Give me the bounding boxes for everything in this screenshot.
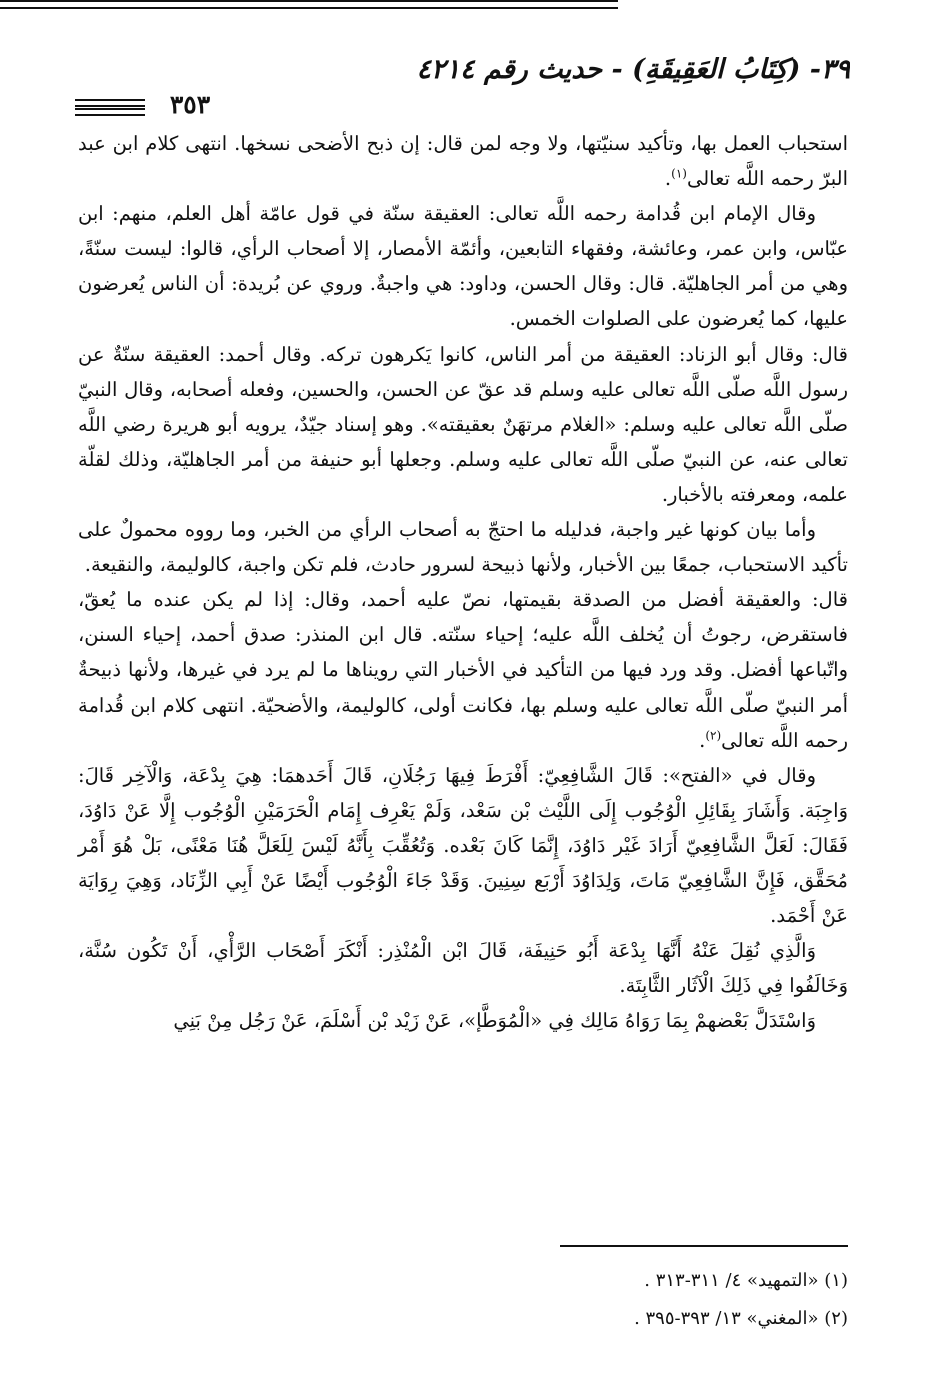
footnotes [78, 1262, 848, 1338]
paragraph: وقال الإمام ابن قُدامة رحمه اللَّه تعالى: العقيقة سنّة في قول عامّة أهل العلم، منهم: ابن عبّاس، وابن عمر، وعائشة، وفقهاء التابعين، وأئمّة الأمصار، إلا أصحاب الرأي، قالوا: ليست سنّةً، وهي من أمر الجاهليّة. قال: وقال الحسن، وداود: هي واجبةٌ. وروي عن بُريدة: أن الناس يُعرضون عليها، كما يُعرضون على الصلوات الخمس. [78, 202, 848, 331]
paragraph: وَاسْتَدَلَّ بَعْضهمْ بِمَا رَوَاهُ مَالِك فِي «الْمُوَطَّإ»، عَنْ زَيْد بْن أَسْلَمَ، عَنْ رَجُل مِنْ بَنِي [173, 1009, 816, 1033]
paragraph: وقال في «الفتح»: قَالَ الشَّافِعِيّ: أَفْرَطَ فِيهَا رَجُلَانِ، قَالَ أَحَدهمَا: هِيَ بِدْعَة، وَالْآخِر قَالَ: وَاجِبَة. وَأَشَارَ بِقَائِلِ الْوُجُوب إِلَى اللَّيْث بْن سَعْد، وَلَمْ يَعْرِف إِمَام الْحَرَمَيْنِ الْوُجُوب إِلَّا عَنْ دَاوُدَ، فَقَالَ: لَعَلَّ الشَّافِعِيّ أَرَادَ غَيْر دَاوُدَ، إِنَّمَا كَانَ بَعْده. وَتُعُقِّبَ بِأَنَّهُ لَيْسَ لِلَعَلَّ هُنَا مَعْنًى، بَلْ هُوَ أَمْر مُحَقَّق، فَإِنَّ الشَّافِعِيّ مَاتَ، وَلِدَاوُدَ أَرْبَع سِنِينَ. وَقَدْ جَاءَ الْوُجُوب أَيْضًا عَنْ أَبِي الزِّنَاد، وَهِيَ رِوَايَة عَنْ أَحْمَد. [78, 763, 848, 928]
footnote-separator [560, 1245, 848, 1247]
main-text [78, 126, 848, 1038]
header-rule-right [0, 0, 618, 9]
footnote-marker: (١) [671, 166, 687, 181]
page-number: ٣٥٣ [169, 90, 211, 119]
paragraph: وَالَّذِي نُقِلَ عَنْهُ أَنَّهَا بِدْعَة أَبُو حَنِيفَة، قَالَ ابْن الْمُنْذِر: أَنْكَرَ أَصْحَاب الرَّأْي، أَنْ تَكُون سُنَّة، وَخَالَفُوا فِي ذَلِكَ الْآثَار الثَّابِتَة. [78, 939, 848, 998]
footnote-1: (١) «التمهيد» ٤/ ٣١١-٣١٣ . [644, 1270, 848, 1291]
footnote-marker: (٢) [705, 728, 722, 743]
paragraph: وأما بيان كونها غير واجبة، فدليله ما احتجّ به أصحاب الرأي من الخبر، وما رووه محمولٌ على تأكيد الاستحباب، جمعًا بين الأخبار، ولأنها ذبيحة لسرور حادث، فلم تكن واجبة، كالوليمة، والنقيعة. [78, 518, 848, 577]
header-rule-left-lower [75, 108, 145, 116]
paragraph: استحباب العمل بها، وتأكيد سنيّتها، ولا وجه لمن قال: إن ذبح الأضحى نسخها. انتهى كلام ابن عبد البرّ رحمه اللَّه تعالى$^{(١)}$. [78, 132, 848, 191]
footnote-2: (٢) «المغني» ١٣/ ٣٩٣-٣٩٥ . [634, 1308, 848, 1329]
paragraph: قال: وقال أبو الزناد: العقيقة من أمر الناس، كانوا يَكرهون تركه. وقال أحمد: العقيقة سنّةٌ عن رسول اللَّه صلّى اللَّه تعالى عليه وسلم قد عقّ عن الحسن، والحسين، وفعله أصحابه، وقال النبيّ صلّى اللَّه تعالى عليه وسلم: «الغلام مرتهَنٌ بعقيقته». وهو إسناد جيّدٌ، يرويه أبو هريرة رضي اللَّه تعالى عنه، عن النبيّ صلّى اللَّه تعالى عليه وسلم. وجعلها أبو حنيفة من أمر الجاهليّة، وذلك لقلّة علمه، ومعرفته بالأخبار. [78, 342, 848, 506]
paragraph: قال: والعقيقة أفضل من الصدقة بقيمتها، نصّ عليه أحمد، وقال: إذا لم يكن عنده ما يُعقّ، فاستقرض، رجوتُ أن يُخلف اللَّه عليه؛ إحياء سنّته. قال ابن المنذر: صدق أحمد، إحياء السنن، واتّباعها أفضل. وقد ورد فيها من التأكيد في الأخبار التي رويناها ما لم يرد في غيرها، ولأنها ذبيحةٌ أمر النبيّ صلّى اللَّه تعالى عليه وسلم بها، فكانت أولى، كالوليمة، والأضحيّة. انتهى كلام ابن قُدامة رحمه اللَّه تعالى$^{(٢)}$. [78, 588, 848, 752]
running-header: ٣٩- (كِتَابُ العَقِيقَةِ) - حديث رقم ٤٢١٤ [416, 54, 850, 85]
header-rule-left [75, 99, 145, 107]
